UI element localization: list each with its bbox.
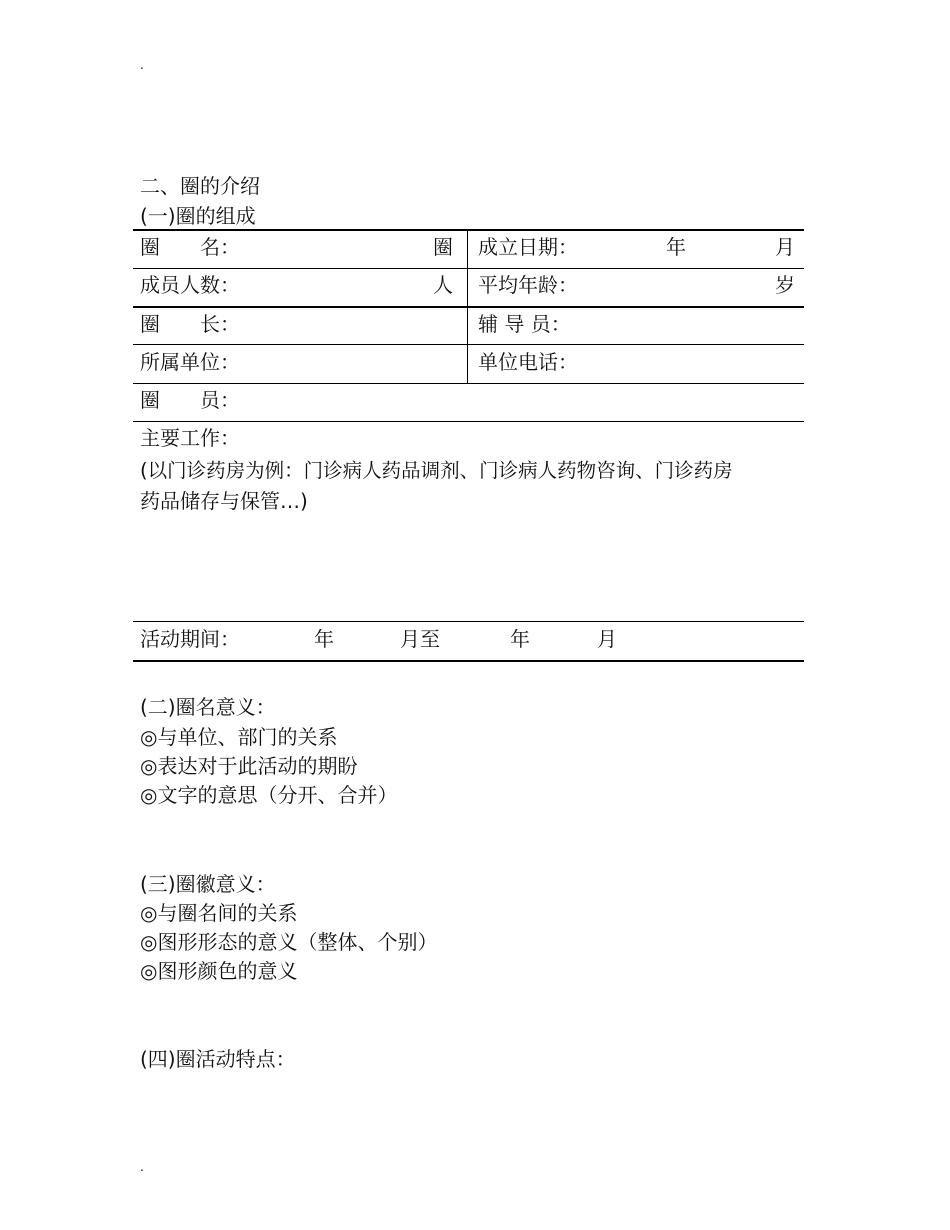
founded-month-unit: 月 — [775, 235, 795, 259]
circle-name-unit: 圈 — [433, 235, 453, 259]
members-count-unit: 人 — [433, 273, 453, 297]
unit-label: 所属单位： — [140, 350, 240, 374]
subsection-4-title: (四)圈活动特点： — [140, 1047, 296, 1071]
founded-date-label: 成立日期： — [478, 235, 578, 259]
founded-year-unit: 年 — [666, 235, 686, 259]
list-item: ◎与单位、部门的关系 — [140, 725, 338, 749]
subsection-2-title: (二)圈名意义： — [140, 695, 276, 719]
activity-year1-unit: 年 — [314, 627, 334, 651]
column-divider — [467, 230, 468, 384]
main-work-example-line1: (以门诊药房为例：门诊病人药品调剂、门诊病人药物咨询、门诊药房 — [140, 459, 733, 482]
main-work-label: 主要工作： — [140, 426, 240, 450]
activity-month-to: 月至 — [400, 627, 440, 651]
subsection-3-title: (三)圈徽意义： — [140, 872, 276, 896]
row-divider — [133, 306, 804, 308]
header-mark: . — [140, 58, 144, 72]
members-label: 圈 员： — [140, 388, 240, 412]
section-title: 二、圈的介绍 — [140, 174, 260, 198]
row-divider — [133, 383, 804, 384]
circle-name-label: 圈 名： — [140, 235, 240, 259]
row-divider — [133, 421, 804, 422]
subsection-1-title: (一)圈的组成 — [140, 204, 256, 228]
list-item: ◎表达对于此活动的期盼 — [140, 754, 358, 778]
row-divider — [133, 344, 804, 345]
list-item: ◎图形颜色的意义 — [140, 959, 298, 983]
members-count-label: 成员人数： — [140, 273, 240, 297]
avg-age-label: 平均年龄： — [478, 273, 578, 297]
advisor-label: 辅 导 员： — [478, 312, 571, 336]
list-item: ◎与圈名间的关系 — [140, 901, 298, 925]
activity-year2-unit: 年 — [510, 627, 530, 651]
unit-phone-label: 单位电话： — [478, 350, 578, 374]
activity-period-label: 活动期间： — [140, 627, 240, 651]
main-work-example-line2: 药品储存与保管…) — [140, 489, 308, 513]
row-divider — [133, 621, 804, 622]
activity-month2-unit: 月 — [597, 627, 617, 651]
footer-mark: . — [140, 1160, 144, 1174]
list-item: ◎文字的意思（分开、合并） — [140, 783, 398, 807]
list-item: ◎图形形态的意义（整体、个别） — [140, 930, 438, 954]
leader-label: 圈 长： — [140, 312, 240, 336]
avg-age-unit: 岁 — [775, 273, 795, 297]
row-divider — [133, 268, 804, 269]
table-bottom-border — [133, 660, 804, 662]
table-top-border — [133, 229, 804, 231]
